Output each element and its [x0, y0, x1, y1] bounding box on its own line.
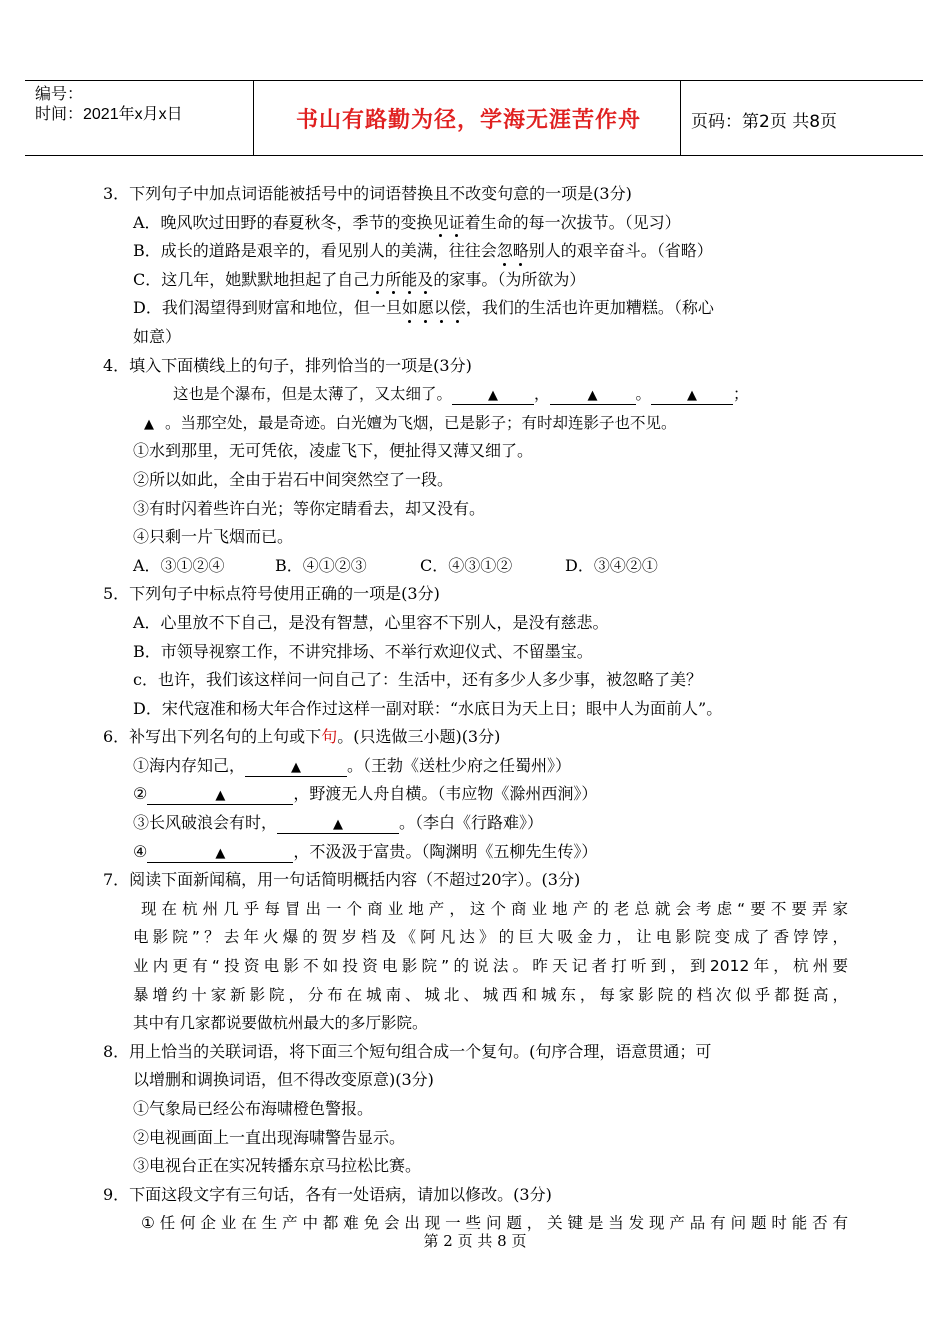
- q4-options: [103, 552, 848, 581]
- q8-item: ①气象局已经公布海啸橙色警报。: [133, 1099, 374, 1118]
- header-page-number: 页码：第2页 共8页: [691, 112, 838, 132]
- q7-passage-line: 其中有几家都说要做杭州最大的多厅影院。: [133, 1014, 428, 1033]
- q6-item: ④ ▲ ，不汲汲于富贵。（陶渊明《五柳先生传》）: [133, 841, 598, 861]
- dotted-character: 如: [402, 294, 418, 323]
- q4-option: D．③④②①: [565, 555, 658, 575]
- dotted-word: [497, 241, 529, 260]
- q4-item: ②所以如此，全由于岩石中间突然空了一段。: [133, 469, 454, 489]
- q7-stem: 7．阅读下面新闻稿，用一句话简明概括内容（不超过20字）。(3分): [103, 870, 581, 890]
- dotted-character: 忽: [497, 237, 513, 266]
- answer-blank[interactable]: ▲: [147, 846, 293, 863]
- q3-option-d-cont: 如意）: [133, 326, 182, 346]
- q8-stem-cont: 以增删和调换词语，但不得改变原意)(3分): [133, 1070, 434, 1090]
- header-divider: [253, 81, 254, 155]
- dotted-character: 愿: [418, 294, 434, 323]
- q7-passage-line: 暴增约十家新影院，分布在城南、城北、城西和城东，每家影院的档次似乎都挺高，: [133, 985, 848, 1004]
- q5-option: B．市领导视察工作，不讲究排场、不举行欢迎仪式、不留墨宝。: [133, 641, 593, 661]
- q5-option: c．也许，我们该这样问一问自己了：生活中，还有多少人多少事，被忽略了美？: [133, 670, 702, 690]
- q7-passage-line: 业内更有“投资电影不如投资电影院”的说法。昨天记者打听到，到2012年，杭州要: [133, 957, 848, 976]
- dotted-character: 偿: [450, 294, 466, 323]
- q4-item: ④只剩一片飞烟而已。: [133, 527, 294, 547]
- dotted-character: 所: [385, 266, 401, 295]
- dotted-character: 见: [433, 209, 449, 238]
- q7-passage-line: 现在杭州几乎每冒出一个商业地产，这个商业地产的老总就会考虑“要不要弄家: [141, 899, 848, 918]
- q3-option-c: C．这几年，她默默地担起了自己力所能及的家事。（为所欲为）: [103, 266, 848, 295]
- dotted-word: [402, 298, 466, 317]
- dotted-character: 略: [513, 237, 529, 266]
- answer-blank[interactable]: ▲: [550, 388, 636, 405]
- serial-label: 编号：: [35, 86, 84, 103]
- exam-content: [103, 180, 848, 1238]
- answer-blank[interactable]: ▲: [651, 388, 733, 405]
- q3-stem: 3．下列句子中加点词语能被括号中的词语替换且不改变句意的一项是(3分): [103, 184, 632, 203]
- answer-blank[interactable]: ▲: [277, 817, 399, 834]
- q3-option-a: A．晚风吹过田野的春夏秋冬，季节的变换见证着生命的每一次拔节。（见习）: [103, 209, 848, 238]
- q3-option-d: D．我们渴望得到财富和地位，但一旦如愿以偿，我们的生活也许更加糟糕。（称心: [103, 294, 848, 323]
- dotted-word: [369, 270, 433, 289]
- q8-item: ③电视台正在实况转播东京马拉松比赛。: [133, 1156, 422, 1176]
- q5-stem: 5．下列句子中标点符号使用正确的一项是(3分): [103, 584, 440, 604]
- q6-item: ①海内存知己， ▲ 。（王勃《送杜少府之任蜀州》）: [133, 755, 572, 775]
- dotted-word: [433, 213, 465, 232]
- q8-stem: 8．用上恰当的关联词语，将下面三个短句组合成一个复句。(句序合理，语意贯通；可: [103, 1041, 712, 1061]
- q4-passage-line: 这也是个瀑布，但是太薄了，又太细了。 ▲ ， ▲ 。 ▲ ；: [173, 385, 749, 404]
- q6-item: ② ▲ ，野渡无人舟自横。（韦应物《滁州西涧》）: [133, 784, 598, 804]
- q8-item: ②电视画面上一直出现海啸警告显示。: [133, 1127, 406, 1147]
- answer-blank[interactable]: ▲: [147, 788, 293, 805]
- q9-stem: 9．下面这段文字有三句话，各有一处语病，请加以修改。(3分): [103, 1184, 552, 1204]
- dotted-character: 及: [417, 266, 433, 295]
- dotted-character: 证: [449, 209, 465, 238]
- q6-stem: 6．补写出下列名句的上句或下句。(只选做三小题)(3分): [103, 727, 501, 747]
- answer-blank[interactable]: ▲: [452, 388, 534, 405]
- q4-option: B．④①②③: [275, 555, 367, 575]
- q4-option: A．③①②④: [133, 555, 225, 575]
- q4-passage-line: ▲ 。当那空处，最是奇迹。白光嬗为飞烟，已是影子；有时却连影子也不见。: [103, 409, 848, 438]
- q4-item: ①水到那里，无可凭依，凌虚飞下，便扯得又薄又细了。: [133, 441, 534, 461]
- q3-option-b: B．成长的道路是艰辛的，看见别人的美满，往往会忽略别人的艰辛奋斗。（省略）: [103, 237, 848, 266]
- q4-option: C．④③①②: [420, 555, 513, 575]
- q7-passage-line: 电影院”？去年火爆的贺岁档及《阿凡达》的巨大吸金力，让电影院变成了香饽饽，: [133, 928, 848, 947]
- q5-option: A．心里放不下自己，是没有智慧，心里容不下别人，是没有慈悲。: [133, 612, 609, 632]
- header-meta: [35, 85, 183, 125]
- dotted-character: 以: [434, 294, 450, 323]
- time-label: 时间：2021年x月x日: [35, 106, 183, 123]
- page-footer: 第 2 页 共 8 页: [423, 1232, 527, 1250]
- dotted-character: 能: [401, 266, 417, 295]
- q4-stem: 4．填入下面横线上的句子，排列恰当的一项是(3分): [103, 355, 472, 375]
- document-header: [25, 80, 923, 156]
- header-motto: 书山有路勤为径，学海无涯苦作舟: [295, 108, 641, 133]
- dotted-character: 力: [369, 266, 385, 295]
- q5-option: D．宋代寇准和杨大年合作过这样一副对联：“水底日为天上日；眼中人为面前人”。: [133, 698, 723, 718]
- answer-blank[interactable]: ▲: [144, 416, 154, 432]
- q4-item: ③有时闪着些许白光；等你定睛看去，却又没有。: [133, 498, 486, 518]
- q6-item: ③长风破浪会有时， ▲ 。（李白《行路难》）: [133, 813, 544, 833]
- q9-passage-line: ①任何企业在生产中都难免会出现一些问题，关键是当发现产品有问题时能否有: [141, 1214, 848, 1233]
- answer-blank[interactable]: ▲: [245, 760, 347, 777]
